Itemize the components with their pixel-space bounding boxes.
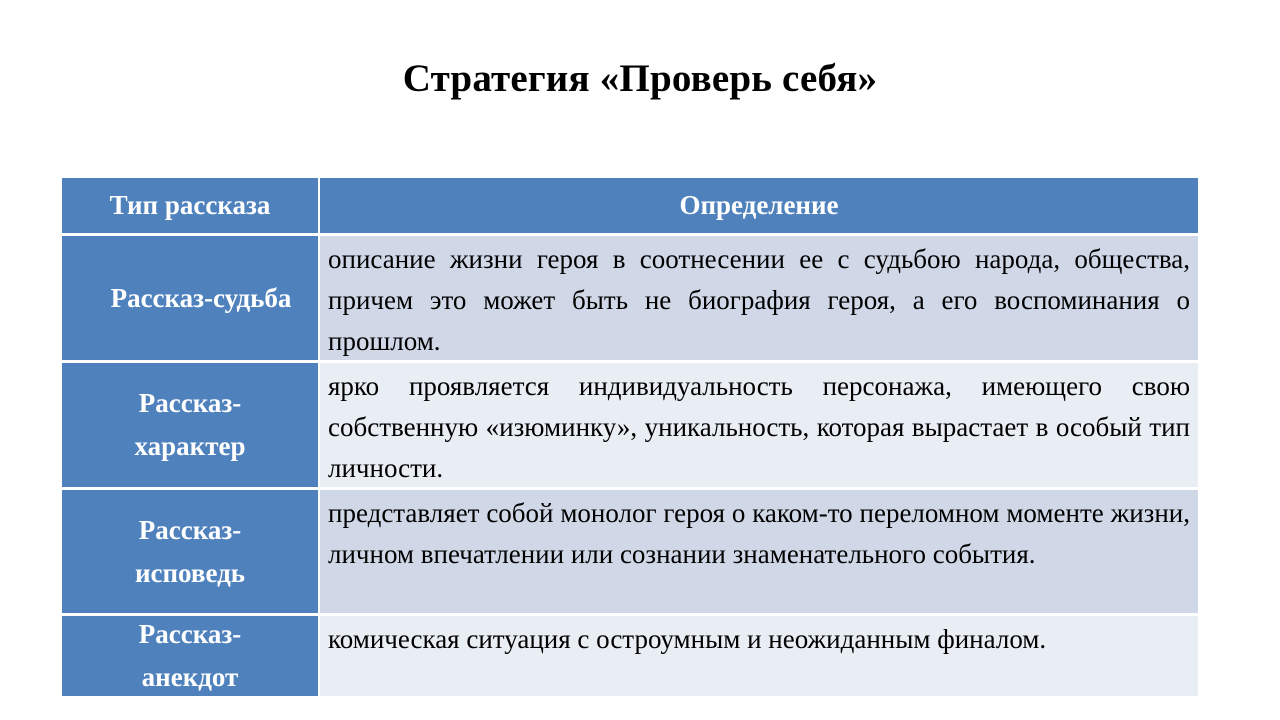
header-type: Тип рассказа [62, 178, 318, 233]
row-definition-4: комическая ситуация с остроумным и неожиданным финалом. [320, 616, 1198, 696]
row-definition-1: описание жизни героя в соотнесении ее с судьбою народа, общества, причем это может быть не биография героя, а его воспоминания о прошлом. [320, 236, 1198, 360]
strategy-table [62, 178, 1196, 696]
row-definition-3: представляет собой монолог героя о каком-то переломном моменте жизни, личном впечатлении или сознании знаменательного события. [320, 490, 1198, 613]
row-type-4: Рассказ-анекдот [62, 616, 318, 696]
slide-title: Стратегия «Проверь себя» [402, 57, 878, 100]
header-definition: Определение [320, 178, 1198, 233]
row-type-2: Рассказ-характер [62, 363, 318, 487]
row-type-3: Рассказ-исповедь [62, 490, 318, 613]
row-type-1: Рассказ-судьба [62, 236, 318, 360]
row-definition-2: ярко проявляется индивидуальность персонажа, имеющего свою собственную «изюминку», уникальность, которая вырастает в особый тип личности. [320, 363, 1198, 487]
